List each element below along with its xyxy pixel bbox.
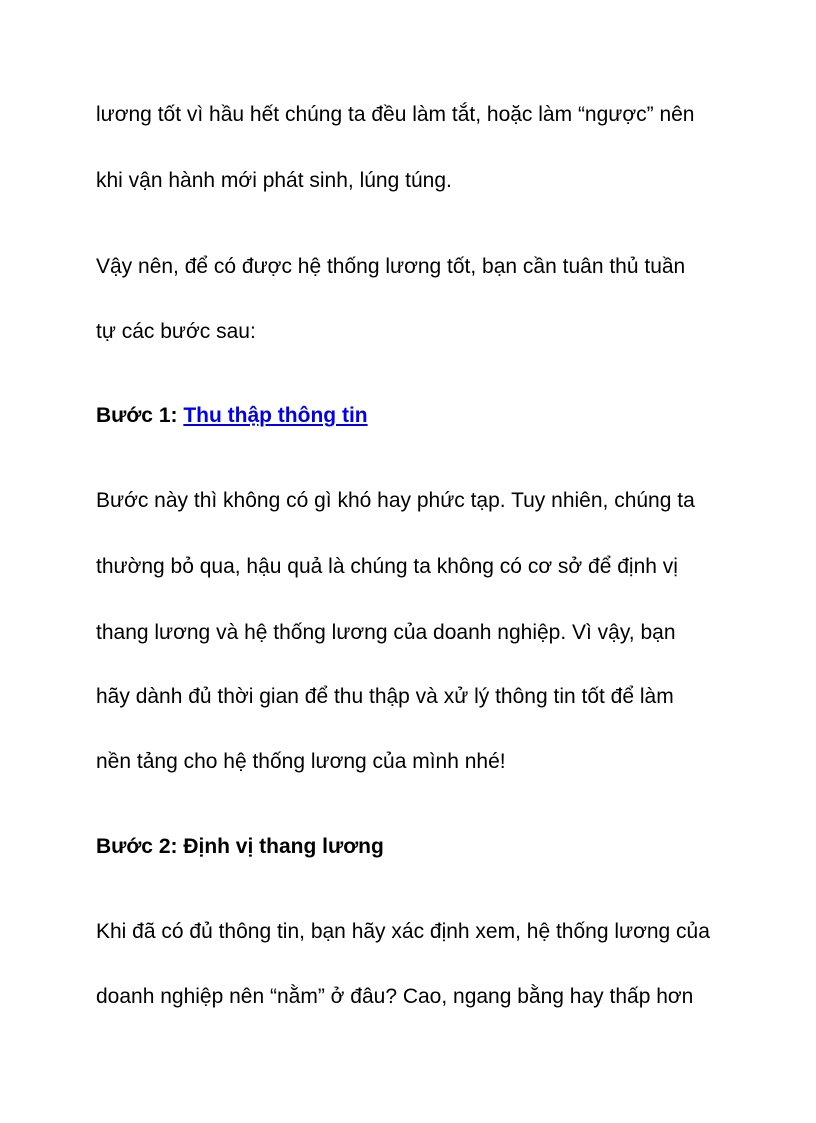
paragraph-line: tự các bước sau: bbox=[96, 320, 256, 343]
step-1-heading bbox=[96, 404, 368, 428]
paragraph-line: khi vận hành mới phát sinh, lúng túng. bbox=[96, 169, 452, 192]
paragraph-line: Bước này thì không có gì khó hay phức tạp. Tuy nhiên, chúng ta bbox=[96, 489, 695, 512]
step-2-heading: Bước 2: Định vị thang lương bbox=[96, 835, 384, 858]
paragraph-line: nền tảng cho hệ thống lương của mình nhé! bbox=[96, 750, 506, 773]
paragraph-line: thường bỏ qua, hậu quả là chúng ta không có cơ sở để định vị bbox=[96, 555, 678, 578]
paragraph-line: thang lương và hệ thống lương của doanh nghiệp. Vì vậy, bạn bbox=[96, 621, 676, 644]
step-1-link[interactable]: Thu thập thông tin bbox=[183, 404, 368, 427]
step-1-label: Bước 1: bbox=[96, 404, 184, 427]
paragraph-line: hãy dành đủ thời gian để thu thập và xử lý thông tin tốt để làm bbox=[96, 685, 674, 708]
paragraph-line: Vậy nên, để có được hệ thống lương tốt, bạn cần tuân thủ tuần bbox=[96, 255, 686, 278]
paragraph-line: Khi đã có đủ thông tin, bạn hãy xác định xem, hệ thống lương của bbox=[96, 920, 710, 943]
paragraph-line: lương tốt vì hầu hết chúng ta đều làm tắt, hoặc làm “ngược” nên bbox=[96, 103, 695, 126]
paragraph-line: doanh nghiệp nên “nằm” ở đâu? Cao, ngang bằng hay thấp hơn bbox=[96, 985, 694, 1008]
